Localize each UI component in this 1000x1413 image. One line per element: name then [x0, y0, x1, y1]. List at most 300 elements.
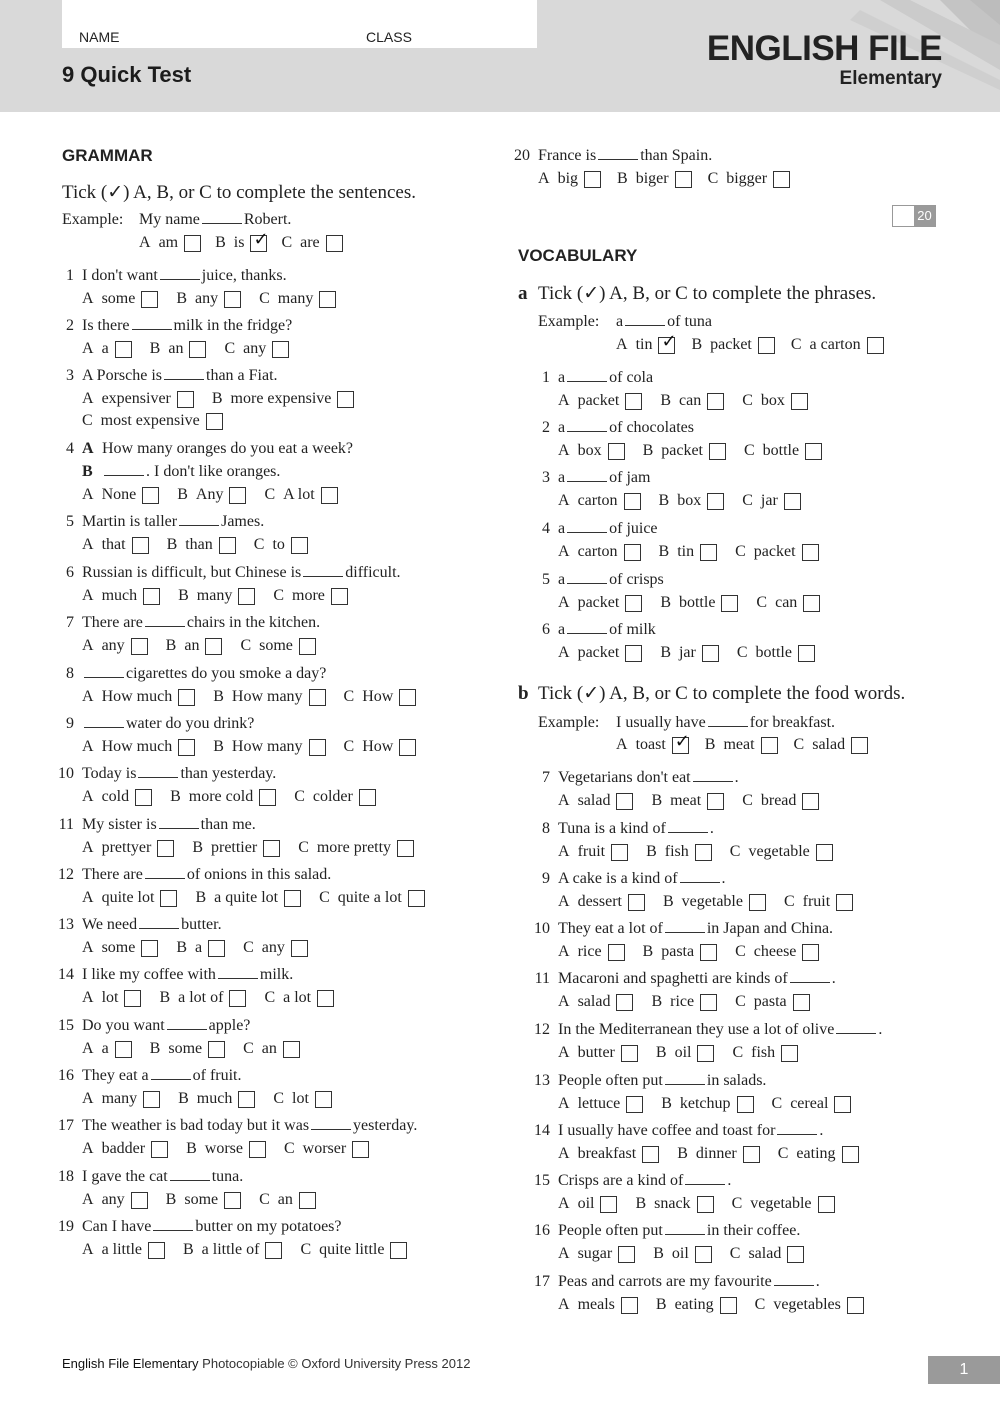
answer-checkbox[interactable]: [787, 1246, 804, 1263]
answer-blank[interactable]: [790, 970, 830, 983]
question-text: [139, 211, 291, 231]
answer-checkbox[interactable]: [259, 789, 276, 806]
answer-checkbox[interactable]: [115, 341, 132, 358]
answer-checkbox[interactable]: [628, 894, 645, 911]
answer-checkbox[interactable]: [359, 789, 376, 806]
answer-option[interactable]: [784, 893, 853, 911]
answer-option[interactable]: [651, 993, 717, 1011]
answer-blank[interactable]: [84, 715, 124, 728]
answer-option[interactable]: [656, 1044, 715, 1062]
answer-checkbox[interactable]: [178, 689, 195, 706]
answer-option[interactable]: [732, 1044, 798, 1062]
answer-option[interactable]: [195, 889, 301, 907]
answer-option[interactable]: [772, 1095, 852, 1113]
answer-checkbox[interactable]: [157, 840, 174, 857]
answer-option[interactable]: [178, 587, 255, 605]
option-letter: A: [82, 1241, 94, 1258]
answer-option[interactable]: [656, 1296, 737, 1314]
answer-option[interactable]: [558, 392, 642, 410]
answer-checkbox[interactable]: [695, 1246, 712, 1263]
answer-option[interactable]: [82, 788, 152, 806]
answer-option[interactable]: [294, 788, 376, 806]
answer-checkbox[interactable]: [299, 638, 316, 655]
answer-checkbox[interactable]: [709, 443, 726, 460]
answer-option[interactable]: [737, 644, 815, 662]
answer-option[interactable]: [298, 839, 414, 857]
answer-option[interactable]: [660, 644, 719, 662]
answer-checkbox[interactable]: [142, 487, 159, 504]
answer-option[interactable]: [176, 939, 225, 957]
answer-checkbox[interactable]: [624, 544, 641, 561]
answer-checkbox[interactable]: [317, 990, 334, 1007]
answer-option[interactable]: [742, 792, 819, 810]
answer-option[interactable]: [240, 637, 315, 655]
answer-blank[interactable]: [567, 469, 607, 482]
answer-checkbox[interactable]: [700, 544, 717, 561]
answer-option[interactable]: [82, 839, 174, 857]
answer-checkbox[interactable]: [263, 840, 280, 857]
answer-option[interactable]: [82, 1040, 132, 1058]
answer-checkbox[interactable]: [272, 341, 289, 358]
answer-checkbox[interactable]: [224, 1192, 241, 1209]
answer-checkbox[interactable]: [847, 1297, 864, 1314]
answer-option[interactable]: [82, 738, 195, 756]
answer-checkbox[interactable]: [309, 689, 326, 706]
answer-option[interactable]: [344, 688, 417, 706]
answer-blank[interactable]: [836, 1021, 876, 1034]
answer-blank[interactable]: [160, 267, 200, 280]
answer-checkbox[interactable]: [299, 1192, 316, 1209]
answer-checkbox[interactable]: [773, 171, 790, 188]
answer-blank[interactable]: [567, 571, 607, 584]
answer-option[interactable]: [558, 1195, 617, 1213]
question-text-part: a: [558, 369, 566, 386]
answer-checkbox[interactable]: [793, 994, 810, 1011]
answer-option[interactable]: [82, 1241, 165, 1259]
answer-option[interactable]: [243, 939, 308, 957]
answer-option[interactable]: [659, 543, 718, 561]
vocabulary-heading: VOCABULARY: [518, 246, 638, 265]
option-text: dessert: [577, 893, 622, 910]
answer-option[interactable]: [660, 392, 724, 410]
answer-option[interactable]: [213, 688, 325, 706]
answer-checkbox[interactable]: [224, 291, 241, 308]
answer-checkbox[interactable]: [249, 1141, 266, 1158]
answer-blank[interactable]: [311, 1117, 351, 1130]
answer-checkbox[interactable]: [608, 944, 625, 961]
option-letter: B: [159, 989, 171, 1006]
answer-checkbox[interactable]: [151, 1141, 168, 1158]
question-number: 8: [66, 665, 74, 682]
answer-checkbox[interactable]: [721, 595, 738, 612]
answer-checkbox[interactable]: [177, 391, 194, 408]
answer-checkbox[interactable]: [834, 1096, 851, 1113]
answer-option[interactable]: [756, 594, 820, 612]
answer-checkbox[interactable]: [836, 894, 853, 911]
answer-option[interactable]: [742, 392, 808, 410]
answer-option[interactable]: [661, 1095, 753, 1113]
answer-checkbox[interactable]: [205, 638, 222, 655]
answer-blank[interactable]: [104, 463, 144, 476]
answer-option[interactable]: [558, 442, 625, 460]
answer-blank[interactable]: [164, 367, 204, 380]
answer-option[interactable]: [177, 486, 246, 504]
answer-option[interactable]: [538, 170, 601, 188]
answer-checkbox[interactable]: [625, 645, 642, 662]
answer-checkbox[interactable]: [160, 890, 177, 907]
answer-option[interactable]: [660, 594, 738, 612]
answer-option[interactable]: [344, 738, 417, 756]
answer-checkbox[interactable]: [761, 737, 778, 754]
answer-checkbox[interactable]: [707, 393, 724, 410]
answer-option[interactable]: [558, 843, 628, 861]
answer-checkbox[interactable]: [802, 544, 819, 561]
answer-option[interactable]: [82, 939, 158, 957]
answer-option[interactable]: [259, 1191, 316, 1209]
answer-blank[interactable]: [680, 870, 720, 883]
answer-checkbox[interactable]: [626, 1096, 643, 1113]
answer-checkbox[interactable]: [675, 171, 692, 188]
answer-option[interactable]: [558, 893, 645, 911]
answer-option[interactable]: [646, 843, 712, 861]
answer-option[interactable]: [150, 340, 207, 358]
answer-blank[interactable]: [132, 317, 172, 330]
answer-option[interactable]: [273, 587, 348, 605]
answer-blank[interactable]: [170, 1168, 210, 1181]
answer-option[interactable]: [558, 1145, 659, 1163]
answer-checkbox[interactable]: [397, 840, 414, 857]
answer-blank[interactable]: [708, 714, 748, 727]
answer-option[interactable]: [170, 788, 276, 806]
answer-option[interactable]: [273, 1090, 332, 1108]
answer-blank[interactable]: [151, 1067, 191, 1080]
answer-checkbox[interactable]: [399, 689, 416, 706]
question-text-part: of chocolates: [609, 419, 694, 436]
answer-blank[interactable]: [567, 419, 607, 432]
answer-checkbox[interactable]: [250, 235, 267, 252]
answer-option[interactable]: [558, 993, 633, 1011]
answer-checkbox[interactable]: [238, 1091, 255, 1108]
answer-checkbox[interactable]: [399, 739, 416, 756]
answer-checkbox[interactable]: [115, 1041, 132, 1058]
option-letter: C: [756, 594, 768, 611]
answer-checkbox[interactable]: [265, 1242, 282, 1259]
answer-option[interactable]: [82, 688, 195, 706]
answer-checkbox[interactable]: [802, 793, 819, 810]
answer-checkbox[interactable]: [148, 1242, 165, 1259]
answer-checkbox[interactable]: [184, 235, 201, 252]
answer-checkbox[interactable]: [608, 443, 625, 460]
answer-option[interactable]: [659, 492, 725, 510]
answer-checkbox[interactable]: [851, 737, 868, 754]
answer-options: [558, 1145, 859, 1163]
answer-checkbox[interactable]: [658, 337, 675, 354]
answer-checkbox[interactable]: [208, 1041, 225, 1058]
answer-option[interactable]: [735, 943, 819, 961]
answer-option[interactable]: [82, 340, 132, 358]
answer-checkbox[interactable]: [206, 413, 223, 430]
answer-blank[interactable]: [685, 1172, 725, 1185]
answer-blank[interactable]: [139, 916, 179, 929]
answer-blank[interactable]: [625, 313, 665, 326]
answer-checkbox[interactable]: [781, 1045, 798, 1062]
answer-checkbox[interactable]: [309, 739, 326, 756]
answer-option[interactable]: [651, 792, 724, 810]
answer-checkbox[interactable]: [189, 341, 206, 358]
answer-checkbox[interactable]: [229, 487, 246, 504]
answer-checkbox[interactable]: [816, 844, 833, 861]
option-letter: B: [177, 486, 188, 503]
answer-checkbox[interactable]: [283, 1041, 300, 1058]
answer-option[interactable]: [300, 1241, 407, 1259]
answer-option[interactable]: [254, 536, 308, 554]
answer-checkbox[interactable]: [135, 789, 152, 806]
answer-checkbox[interactable]: [621, 1297, 638, 1314]
option-text: oil: [671, 1245, 689, 1262]
answer-checkbox[interactable]: [143, 1091, 160, 1108]
answer-option[interactable]: [791, 336, 884, 354]
answer-option[interactable]: [215, 234, 267, 252]
answer-blank[interactable]: [693, 769, 733, 782]
answer-checkbox[interactable]: [600, 1196, 617, 1213]
answer-checkbox[interactable]: [743, 1146, 760, 1163]
answer-option[interactable]: [558, 1245, 635, 1263]
grammar-score-box[interactable]: [892, 205, 936, 227]
answer-option[interactable]: [150, 1040, 225, 1058]
answer-option[interactable]: [159, 989, 246, 1007]
answer-checkbox[interactable]: [702, 645, 719, 662]
answer-checkbox[interactable]: [798, 645, 815, 662]
answer-option[interactable]: [82, 390, 194, 408]
answer-blank[interactable]: [303, 564, 343, 577]
answer-blank[interactable]: [138, 765, 178, 778]
answer-option[interactable]: [677, 1145, 760, 1163]
answer-option[interactable]: [82, 1090, 160, 1108]
answer-blank[interactable]: [153, 1218, 193, 1231]
answer-checkbox[interactable]: [284, 890, 301, 907]
answer-checkbox[interactable]: [791, 393, 808, 410]
answer-option[interactable]: [167, 536, 236, 554]
answer-checkbox[interactable]: [219, 537, 236, 554]
answer-blank[interactable]: [665, 1072, 705, 1085]
question-text: [558, 769, 739, 789]
answer-checkbox[interactable]: [805, 443, 822, 460]
answer-option[interactable]: [224, 340, 289, 358]
answer-checkbox[interactable]: [697, 1045, 714, 1062]
answer-option[interactable]: [643, 943, 718, 961]
answer-checkbox[interactable]: [720, 1297, 737, 1314]
answer-blank[interactable]: [145, 866, 185, 879]
answer-option[interactable]: [616, 736, 689, 754]
answer-checkbox[interactable]: [315, 1091, 332, 1108]
answer-option[interactable]: [732, 1195, 835, 1213]
answer-checkbox[interactable]: [803, 595, 820, 612]
answer-option[interactable]: [708, 170, 791, 188]
answer-checkbox[interactable]: [624, 493, 641, 510]
answer-option[interactable]: [558, 543, 641, 561]
answer-blank[interactable]: [567, 369, 607, 382]
answer-blank[interactable]: [665, 1222, 705, 1235]
answer-checkbox[interactable]: [331, 588, 348, 605]
answer-option[interactable]: [558, 943, 625, 961]
answer-option[interactable]: [82, 1140, 168, 1158]
answer-checkbox[interactable]: [291, 940, 308, 957]
answer-option[interactable]: [730, 843, 833, 861]
answer-checkbox[interactable]: [618, 1246, 635, 1263]
answer-option[interactable]: [82, 412, 223, 430]
answer-blank[interactable]: [598, 147, 638, 160]
answer-checkbox[interactable]: [621, 1045, 638, 1062]
answer-option[interactable]: [558, 792, 633, 810]
answer-checkbox[interactable]: [700, 994, 717, 1011]
answer-checkbox[interactable]: [124, 990, 141, 1007]
question-text-part: than a Fiat.: [206, 367, 278, 384]
answer-checkbox[interactable]: [625, 393, 642, 410]
answer-option[interactable]: [212, 390, 355, 408]
answer-option[interactable]: [82, 1191, 148, 1209]
answer-option[interactable]: [635, 1195, 713, 1213]
answer-option[interactable]: [663, 893, 766, 911]
answer-option[interactable]: [617, 170, 692, 188]
answer-option[interactable]: [735, 993, 810, 1011]
question-number: 10: [534, 920, 550, 937]
answer-blank[interactable]: [159, 816, 199, 829]
answer-option[interactable]: [183, 1241, 282, 1259]
answer-option[interactable]: [558, 492, 641, 510]
answer-option[interactable]: [186, 1140, 266, 1158]
answer-checkbox[interactable]: [707, 793, 724, 810]
option-text: prettier: [210, 839, 258, 856]
answer-checkbox[interactable]: [229, 990, 246, 1007]
score-input-area[interactable]: [893, 206, 915, 226]
answer-checkbox[interactable]: [818, 1196, 835, 1213]
answer-option[interactable]: [166, 1191, 241, 1209]
answer-checkbox[interactable]: [321, 487, 338, 504]
answer-option[interactable]: [558, 1296, 638, 1314]
answer-checkbox[interactable]: [141, 940, 158, 957]
answer-checkbox[interactable]: [584, 171, 601, 188]
answer-checkbox[interactable]: [616, 793, 633, 810]
answer-option[interactable]: [730, 1245, 805, 1263]
answer-option[interactable]: [82, 989, 141, 1007]
answer-blank[interactable]: [202, 211, 242, 224]
answer-option[interactable]: [82, 889, 177, 907]
answer-checkbox[interactable]: [672, 737, 689, 754]
answer-checkbox[interactable]: [390, 1242, 407, 1259]
answer-checkbox[interactable]: [326, 235, 343, 252]
answer-option[interactable]: [192, 839, 280, 857]
answer-option[interactable]: [213, 738, 325, 756]
answer-option[interactable]: [243, 1040, 300, 1058]
answer-checkbox[interactable]: [784, 493, 801, 510]
answer-checkbox[interactable]: [352, 1141, 369, 1158]
answer-option[interactable]: [259, 290, 336, 308]
answer-option[interactable]: [744, 442, 822, 460]
answer-checkbox[interactable]: [291, 537, 308, 554]
answer-blank[interactable]: [167, 1017, 207, 1030]
answer-option[interactable]: [319, 889, 425, 907]
answer-option[interactable]: [558, 1044, 638, 1062]
answer-option[interactable]: [264, 989, 334, 1007]
answer-blank[interactable]: [218, 966, 258, 979]
answer-checkbox[interactable]: [758, 337, 775, 354]
answer-option[interactable]: [735, 543, 818, 561]
answer-blank[interactable]: [777, 1122, 817, 1135]
answer-option[interactable]: [82, 637, 148, 655]
answer-blank[interactable]: [668, 820, 708, 833]
question-text: [82, 1168, 243, 1188]
answer-blank[interactable]: [567, 621, 607, 634]
answer-blank[interactable]: [665, 920, 705, 933]
answer-option[interactable]: [82, 290, 158, 308]
answer-blank[interactable]: [567, 520, 607, 533]
answer-checkbox[interactable]: [611, 844, 628, 861]
answer-option[interactable]: [166, 637, 223, 655]
answer-checkbox[interactable]: [131, 638, 148, 655]
answer-option[interactable]: [653, 1245, 712, 1263]
answer-option[interactable]: [691, 336, 774, 354]
answer-checkbox[interactable]: [695, 844, 712, 861]
answer-option[interactable]: [264, 486, 337, 504]
answer-blank[interactable]: [774, 1273, 814, 1286]
answer-option[interactable]: [558, 594, 642, 612]
answer-blank[interactable]: [84, 665, 124, 678]
answer-option[interactable]: [82, 536, 149, 554]
answer-checkbox[interactable]: [337, 391, 354, 408]
answer-checkbox[interactable]: [178, 739, 195, 756]
answer-checkbox[interactable]: [625, 595, 642, 612]
answer-checkbox[interactable]: [132, 537, 149, 554]
answer-option[interactable]: [778, 1145, 859, 1163]
answer-option[interactable]: [755, 1296, 864, 1314]
answer-option[interactable]: [705, 736, 778, 754]
answer-checkbox[interactable]: [616, 994, 633, 1011]
answer-option[interactable]: [281, 234, 342, 252]
answer-option[interactable]: [616, 336, 675, 354]
answer-checkbox[interactable]: [319, 291, 336, 308]
answer-checkbox[interactable]: [642, 1146, 659, 1163]
answer-checkbox[interactable]: [131, 1192, 148, 1209]
answer-option[interactable]: [558, 1095, 643, 1113]
answer-checkbox[interactable]: [697, 1196, 714, 1213]
answer-blank[interactable]: [179, 513, 219, 526]
answer-checkbox[interactable]: [842, 1146, 859, 1163]
answer-checkbox[interactable]: [737, 1096, 754, 1113]
answer-option[interactable]: [558, 644, 642, 662]
answer-checkbox[interactable]: [141, 291, 158, 308]
answer-option[interactable]: [742, 492, 801, 510]
answer-blank[interactable]: [145, 614, 185, 627]
answer-option[interactable]: [643, 442, 726, 460]
answer-checkbox[interactable]: [408, 890, 425, 907]
answer-option[interactable]: [284, 1140, 369, 1158]
answer-checkbox[interactable]: [700, 944, 717, 961]
answer-option[interactable]: [82, 587, 160, 605]
answer-option[interactable]: [139, 234, 201, 252]
answer-checkbox[interactable]: [238, 588, 255, 605]
answer-option[interactable]: [176, 290, 241, 308]
answer-checkbox[interactable]: [749, 894, 766, 911]
answer-option[interactable]: [82, 486, 159, 504]
option-text: a little: [101, 1241, 142, 1258]
answer-checkbox[interactable]: [208, 940, 225, 957]
answer-checkbox[interactable]: [867, 337, 884, 354]
answer-option[interactable]: [178, 1090, 255, 1108]
answer-checkbox[interactable]: [802, 944, 819, 961]
answer-checkbox[interactable]: [707, 493, 724, 510]
answer-option[interactable]: [794, 736, 869, 754]
answer-checkbox[interactable]: [143, 588, 160, 605]
